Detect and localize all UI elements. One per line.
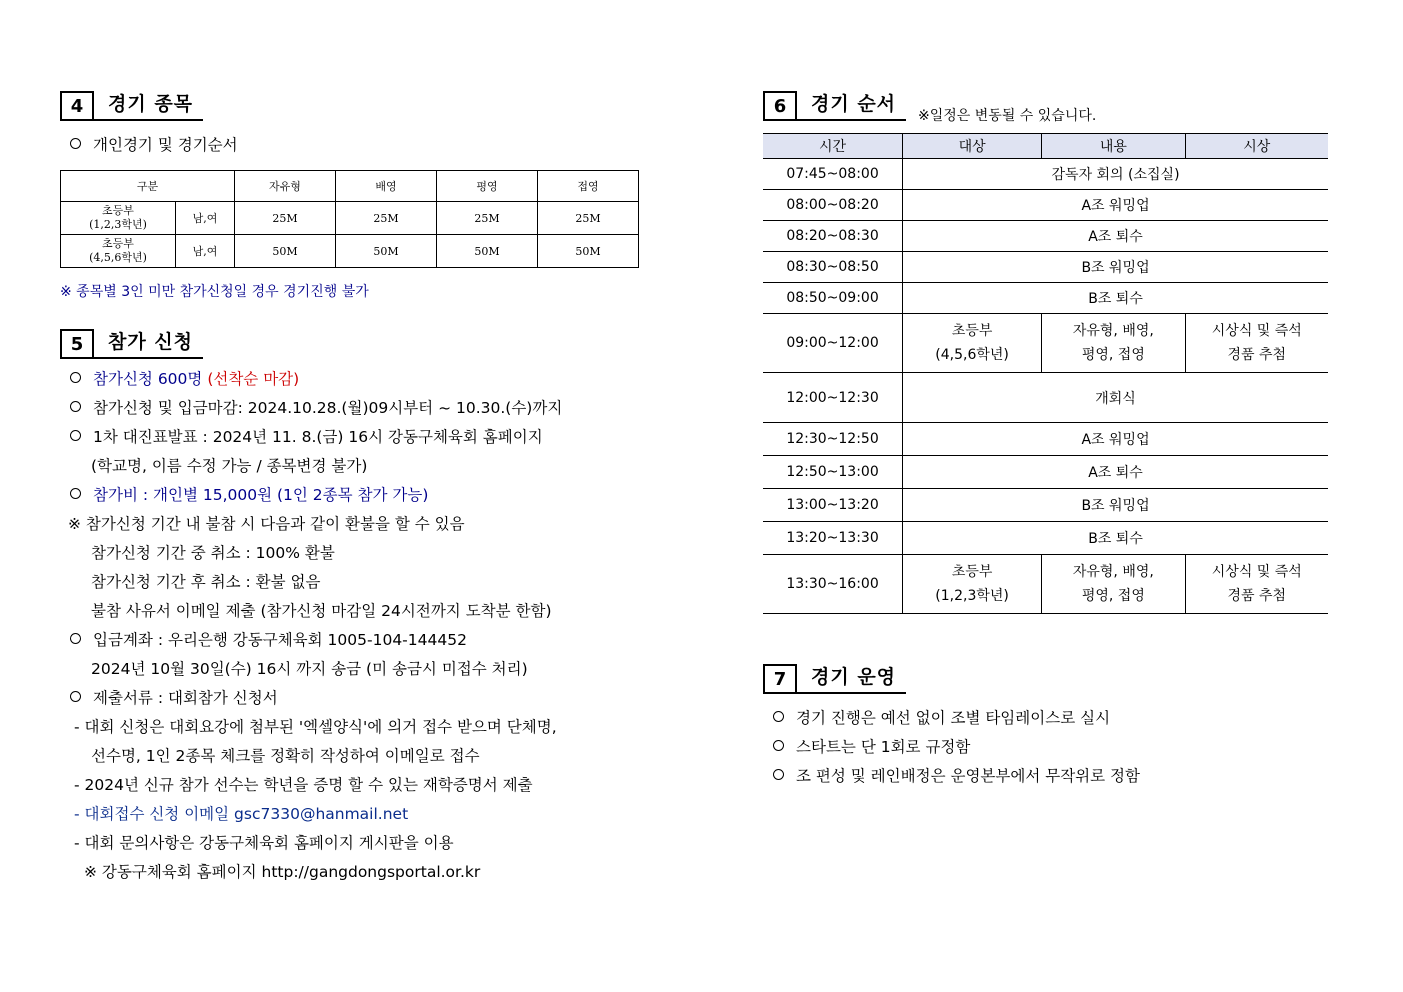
text-line: 선수명, 1인 2종목 체크를 정확히 작성하여 이메일로 접수 — [91, 747, 480, 765]
circle-bullet-icon — [70, 372, 81, 383]
circle-bullet-icon — [773, 711, 784, 722]
table-row: 07:45~08:00 감독자 회의 (소집실) — [763, 159, 1328, 190]
table-row: 13:20~13:30 B조 퇴수 — [763, 522, 1328, 555]
table-row: 08:20~08:30 A조 퇴수 — [763, 221, 1328, 252]
email-link[interactable]: - 대회접수 신청 이메일 gsc7330@hanmail.net — [74, 805, 409, 823]
section-4-header — [60, 89, 203, 121]
right-column — [763, 85, 1333, 791]
table-row: 12:50~13:00 A조 퇴수 — [763, 456, 1328, 489]
table-row: 12:30~12:50 A조 워밍업 — [763, 423, 1328, 456]
text-line: 참가신청 기간 중 취소 : 100% 환불 — [91, 544, 335, 562]
circle-bullet-icon — [70, 401, 81, 412]
text-line: ※ 참가신청 기간 내 불참 시 다음과 같이 환불을 할 수 있음 — [68, 515, 465, 533]
text-line: 2024년 10월 30일(수) 16시 까지 송금 (미 송금시 미접수 처리) — [91, 660, 528, 678]
table-header: 자유형 — [235, 171, 336, 202]
homepage-link[interactable]: ※ 강동구체육회 홈페이지 http://gangdongsportal.or.kr — [84, 863, 481, 881]
table-row: 13:00~13:20 B조 워밍업 — [763, 489, 1328, 522]
table-row: 12:00~12:30 개회식 — [763, 373, 1328, 423]
section-number: 7 — [763, 664, 797, 692]
bullet-line: 조 편성 및 레인배정은 운영본부에서 무작위로 정함 — [763, 762, 1333, 791]
text-line: 불참 사유서 이메일 제출 (참가신청 마감일 24시전까지 도착분 한함) — [91, 602, 552, 620]
section-5-header — [60, 327, 203, 359]
circle-bullet-icon — [70, 488, 81, 499]
section-title: 참가 신청 — [108, 331, 194, 353]
text-line: - 2024년 신규 참가 선수는 학년을 증명 할 수 있는 재학증명서 제출 — [74, 776, 533, 794]
section-7-header — [763, 662, 906, 694]
bullet-line: 스타트는 단 1회로 규정함 — [763, 733, 1333, 762]
table-header: 구분 — [61, 171, 235, 202]
circle-bullet-icon — [70, 138, 81, 149]
section-number: 5 — [60, 329, 94, 357]
text-line: (학교명, 이름 수정 가능 / 종목변경 불가) — [91, 457, 368, 475]
table-row: 08:30~08:50 B조 워밍업 — [763, 252, 1328, 283]
circle-bullet-icon — [70, 633, 81, 644]
section-number: 6 — [763, 91, 797, 119]
schedule-note: ※일정은 변동될 수 있습니다. — [918, 108, 1097, 124]
bullet-line: 개인경기 및 경기순서 — [60, 131, 660, 160]
bullet-line: 참가신청 및 입금마감: 2024.10.28.(월)09시부터 ~ 10.30.(수)까지 — [60, 394, 660, 423]
bullet-line: 입금계좌 : 우리은행 강동구체육회 1005-104-144452 — [60, 626, 660, 655]
bullet-line: 참가비 : 개인별 15,000원 (1인 2종목 참가 가능) — [60, 481, 660, 510]
table-row: 초등부 (4,5,6학년) 남,여 50M 50M 50M 50M — [61, 235, 639, 268]
table-row: 09:00~12:00 초등부 (4,5,6학년) 자유형, 배영, 평영, 접영 시상식 및 즉석 경품 추첨 — [763, 314, 1328, 373]
circle-bullet-icon — [773, 769, 784, 780]
table-row: 13:30~16:00 초등부 (1,2,3학년) 자유형, 배영, 평영, 접영 시상식 및 즉석 경품 추첨 — [763, 555, 1328, 614]
table-row: 08:50~09:00 B조 퇴수 — [763, 283, 1328, 314]
events-table — [60, 170, 639, 268]
bullet-line: 경기 진행은 예선 없이 조별 타임레이스로 실시 — [763, 704, 1333, 733]
table-header: 시상 — [1185, 134, 1328, 159]
table-row: 08:00~08:20 A조 워밍업 — [763, 190, 1328, 221]
circle-bullet-icon — [70, 430, 81, 441]
section-6-header — [763, 89, 906, 121]
event-note: ※ 종목별 3인 미만 참가신청일 경우 경기진행 불가 — [60, 284, 369, 300]
bullet-line: 1차 대진표발표 : 2024년 11. 8.(금) 16시 강동구체육회 홈페이지 — [60, 423, 660, 452]
section-title: 경기 운영 — [811, 666, 897, 688]
table-header: 내용 — [1042, 134, 1185, 159]
table-header: 대상 — [903, 134, 1042, 159]
bullet-line: 제출서류 : 대회참가 신청서 — [60, 684, 660, 713]
section-title: 경기 종목 — [108, 93, 194, 115]
table-row: 초등부 (1,2,3학년) 남,여 25M 25M 25M 25M — [61, 202, 639, 235]
bullet-line: 참가신청 600명 (선착순 마감) — [60, 365, 660, 394]
section-title: 경기 순서 — [811, 93, 897, 115]
schedule-table — [763, 133, 1328, 614]
table-header: 배영 — [336, 171, 437, 202]
circle-bullet-icon — [70, 691, 81, 702]
circle-bullet-icon — [773, 740, 784, 751]
table-header: 평영 — [437, 171, 538, 202]
table-header: 시간 — [763, 134, 903, 159]
text-line: 참가신청 기간 후 취소 : 환불 없음 — [91, 573, 321, 591]
left-column — [60, 85, 660, 887]
table-header: 접영 — [538, 171, 639, 202]
text-line: - 대회 문의사항은 강동구체육회 홈페이지 게시판을 이용 — [74, 834, 454, 852]
section-number: 4 — [60, 91, 94, 119]
text-line: - 대회 신청은 대회요강에 첨부된 '엑셀양식'에 의거 접수 받으며 단체명, — [74, 718, 557, 736]
